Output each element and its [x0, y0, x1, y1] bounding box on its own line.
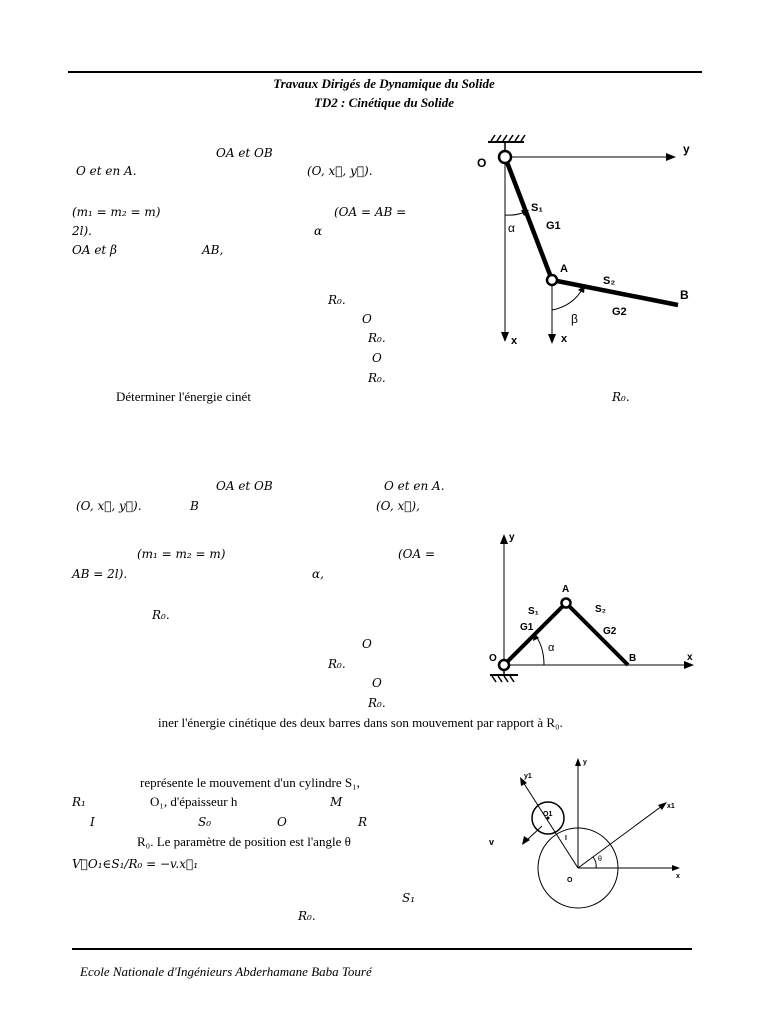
label-B: B — [680, 288, 689, 302]
document-title: Travaux Dirigés de Dynamique du Solide — [273, 76, 495, 91]
joint-A — [562, 599, 571, 608]
joint-O — [499, 660, 509, 670]
figure3-diagram — [480, 750, 700, 920]
ex2-line2-a: (O, x⃗, y⃗). — [76, 499, 142, 513]
label-O1: O1 — [543, 811, 553, 818]
axis-x1 — [578, 806, 662, 868]
label-alpha: α — [508, 221, 515, 235]
ground-hatch — [488, 135, 525, 152]
ex3-s1: S₁ — [402, 891, 416, 905]
ex1-line4-a: 2l). — [72, 224, 92, 238]
label-y: y — [509, 532, 515, 543]
ex1-last-a: Déterminer l'énergie cinét — [116, 389, 251, 404]
label-G2: G2 — [603, 626, 617, 637]
figure1-diagram — [470, 128, 710, 358]
ex1-line3-a: (m₁ = m₂ = m) — [72, 205, 161, 219]
ex2-o-2: O — [372, 676, 382, 690]
ex2-line1-a: OA et OB — [216, 479, 273, 493]
label-S2: S₂ — [603, 275, 616, 287]
ex1-line5-b: AB, — [202, 243, 224, 257]
document-subtitle: TD2 : Cinétique du Solide — [313, 95, 455, 110]
label-O: O — [567, 877, 573, 884]
ex2-line4-a: AB = 2l). — [72, 567, 128, 581]
bar-OA — [505, 157, 552, 280]
ex1-line2-a: O et en A. — [76, 164, 137, 178]
ex1-line5-a: OA et β — [72, 243, 117, 257]
ex2-line3-b: (OA = — [398, 547, 436, 561]
velocity-vector — [527, 826, 542, 840]
ex3-r1: R₁ — [72, 795, 86, 809]
joint-A — [547, 275, 557, 285]
label-G2: G2 — [612, 306, 627, 318]
label-A: A — [560, 263, 568, 275]
ex3-m: M — [330, 795, 343, 809]
label-x1: x — [511, 335, 518, 347]
label-G1: G1 — [546, 220, 561, 232]
label-I: I — [565, 835, 567, 842]
ex2-line4-b: α, — [312, 567, 324, 581]
top-rule — [68, 71, 702, 73]
ex1-last-b: R₀. — [612, 390, 630, 404]
label-S1: S₁ — [531, 202, 543, 214]
ex3-velocity: V⃗O₁∈S₁/R₀ = −v.x⃗₁ — [72, 857, 199, 871]
ex1-o-1: O — [362, 312, 372, 326]
ex2-line1-b: O et en A. — [384, 479, 445, 493]
label-y: y — [583, 759, 587, 766]
label-O: O — [477, 156, 487, 170]
ex2-line2-b: B — [190, 499, 199, 513]
label-S1: S₁ — [528, 606, 539, 617]
label-theta: θ — [598, 856, 602, 863]
bottom-rule — [72, 948, 692, 950]
ex2-o-1: O — [362, 637, 372, 651]
ex1-line3-b: (OA = AB = — [334, 205, 407, 219]
ex2-r0-1: R₀. — [152, 608, 170, 622]
figure2-diagram — [480, 525, 710, 690]
ex1-r0-2: R₀. — [368, 331, 386, 345]
label-beta: β — [571, 312, 578, 326]
label-B: B — [629, 653, 637, 664]
label-x: x — [676, 873, 680, 880]
label-S2: S₂ — [595, 604, 607, 615]
ex1-line1-a: OA et OB — [216, 146, 273, 160]
ex1-o-2: O — [372, 351, 382, 365]
ex2-r0-2: R₀. — [328, 657, 346, 671]
ex1-line4-b: α — [314, 224, 323, 238]
ex3-r0: R₀. — [298, 909, 316, 923]
ex1-r0-3: R₀. — [368, 371, 386, 385]
label-y: y — [683, 142, 690, 156]
label-y1: y1 — [524, 773, 532, 780]
label-A: A — [562, 584, 570, 595]
ex3-o: O — [277, 815, 287, 829]
joint-O — [499, 151, 511, 163]
ex1-line2-b: (O, x⃗, y⃗). — [307, 164, 373, 178]
ex2-last: iner l'énergie cinétique des deux barres dans son mouvement par rapport à R₀. — [158, 715, 563, 730]
ex2-line3-a: (m₁ = m₂ = m) — [137, 547, 226, 561]
ex3-line1: représente le mouvement d'un cylindre S₁, — [140, 775, 360, 790]
ex3-o1: O₁, d'épaisseur h — [150, 794, 238, 809]
footer-text: Ecole Nationale d'Ingénieurs Abderhamane Baba Touré — [80, 964, 372, 979]
label-v: v — [489, 837, 495, 847]
ex3-line4: R₀. Le paramètre de position est l'angle θ — [137, 834, 351, 849]
axis-y1 — [523, 782, 578, 868]
ex3-s0: S₀ — [198, 815, 212, 829]
ex2-line2-c: (O, x⃗), — [376, 499, 420, 513]
label-x1: x1 — [667, 803, 675, 810]
label-O: O — [489, 653, 497, 664]
label-G1: G1 — [520, 622, 534, 633]
ex3-r: R — [358, 815, 368, 829]
label-x: x — [687, 652, 693, 663]
label-alpha: α — [548, 642, 555, 654]
label-x2: x — [561, 333, 568, 345]
ex3-i: I — [90, 815, 95, 829]
ex2-r0-3: R₀. — [368, 696, 386, 710]
ex1-r0-1: R₀. — [328, 293, 346, 307]
